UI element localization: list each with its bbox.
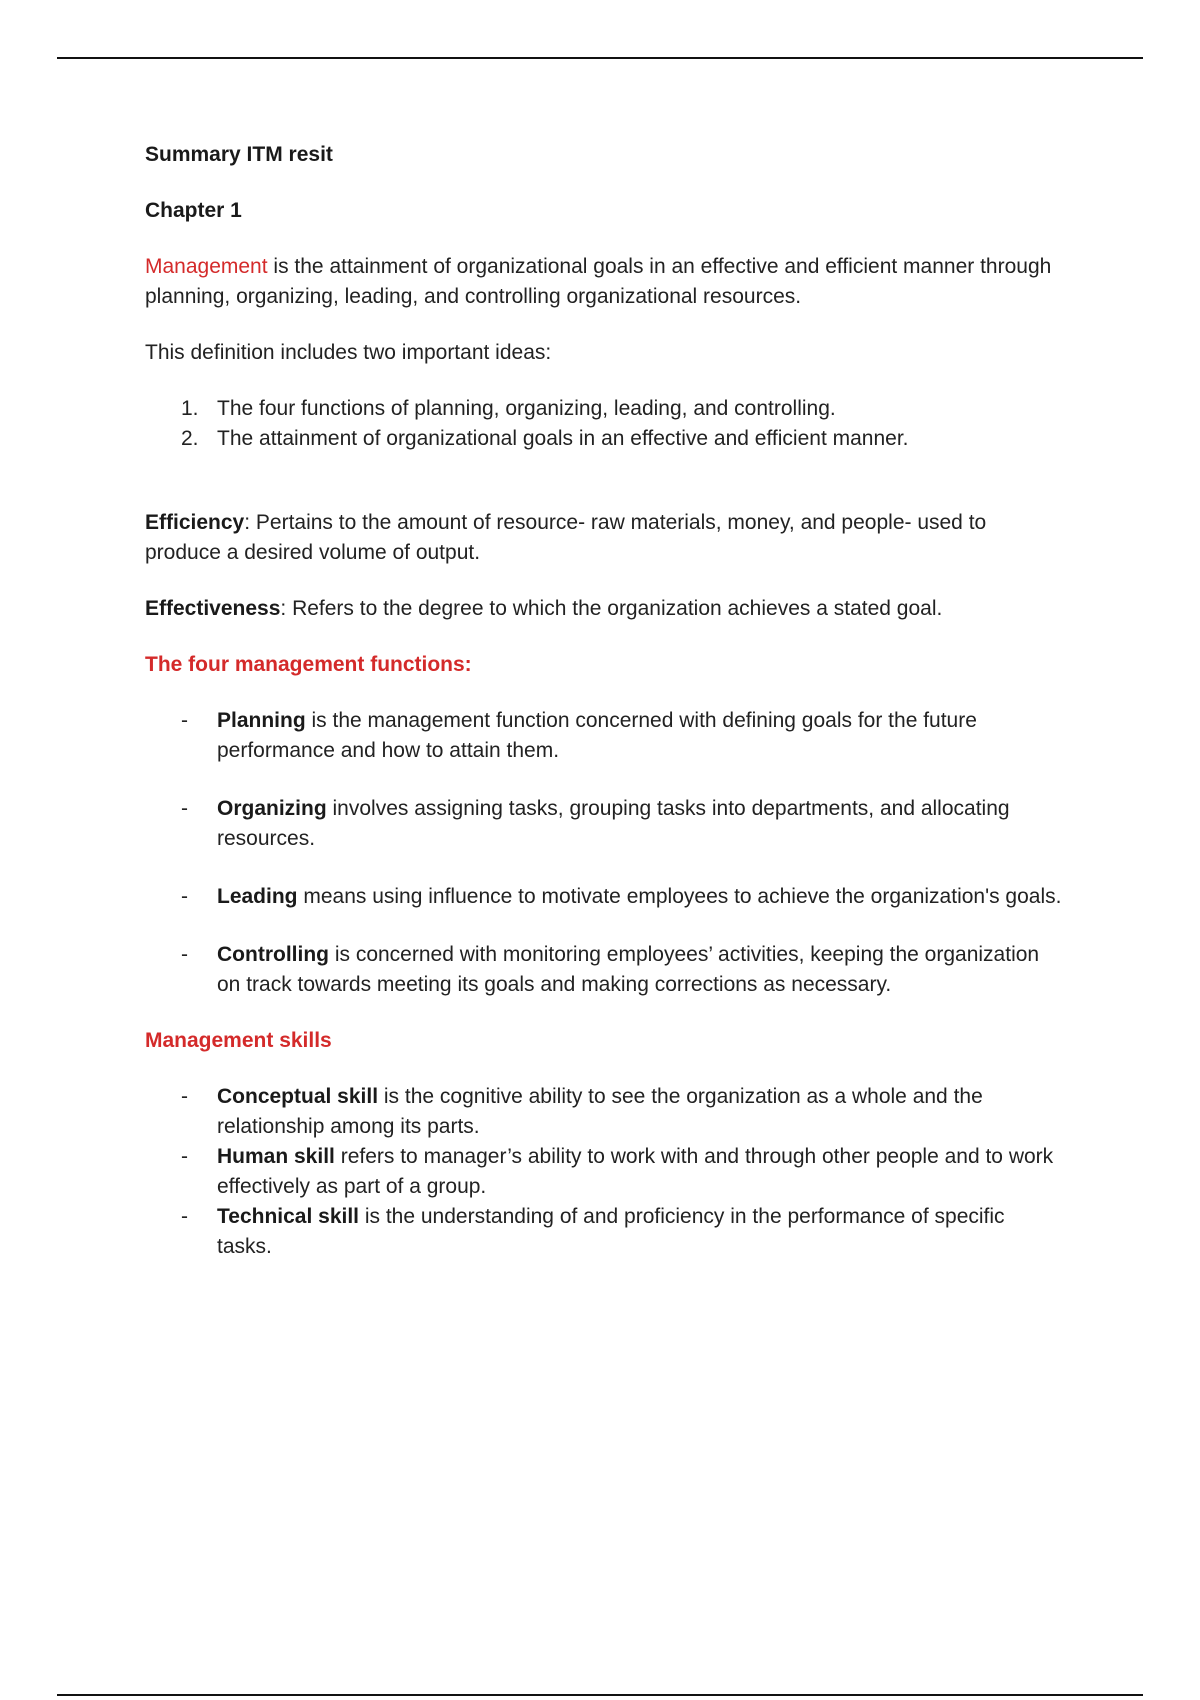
list-item: [145, 1142, 1065, 1202]
effectiveness-term: Effectiveness: [145, 597, 281, 620]
list-dash: -: [181, 797, 188, 820]
document-body: [145, 140, 1065, 1262]
effectiveness-text: : Refers to the degree to which the organization achieves a stated goal.: [280, 597, 943, 620]
list-item: [145, 424, 1065, 454]
chapter-heading: Chapter 1: [145, 199, 242, 222]
efficiency-definition: [145, 508, 1065, 568]
function-text: is concerned with monitoring employees’ activities, keeping the organization on track towards meeting its goals and making corrections as necessary.: [217, 943, 1040, 996]
list-number: 1.: [181, 397, 199, 420]
skill-text: is the cognitive ability to see the organization as a whole and the relationship among its parts.: [217, 1085, 983, 1138]
skills-heading: Management skills: [145, 1029, 332, 1052]
list-item: [145, 794, 1065, 854]
ideas-list: [145, 394, 1065, 454]
skill-term: Conceptual skill: [217, 1085, 379, 1108]
management-definition: [145, 252, 1065, 312]
list-item: [145, 1202, 1065, 1262]
list-item: [145, 394, 1065, 424]
function-term: Controlling: [217, 943, 329, 966]
function-term: Planning: [217, 709, 306, 732]
list-dash: -: [181, 1145, 188, 1168]
skill-text: is the understanding of and proficiency in the performance of specific tasks.: [217, 1205, 1005, 1258]
efficiency-term: Efficiency: [145, 511, 245, 534]
definition-intro: This definition includes two important ideas:: [145, 341, 552, 364]
skill-term: Technical skill: [217, 1205, 360, 1228]
list-item: [145, 940, 1065, 1000]
efficiency-text: : Pertains to the amount of resource- raw materials, money, and people- used to produce a desired volume of output.: [145, 511, 987, 564]
list-item: [145, 1082, 1065, 1142]
top-rule: [57, 57, 1143, 59]
effectiveness-definition: [145, 594, 1065, 624]
list-dash: -: [181, 885, 188, 908]
function-term: Leading: [217, 885, 298, 908]
management-definition-text: is the attainment of organizational goals in an effective and efficient manner through planning, organizing, leading, and controlling organizational resources.: [145, 255, 1052, 308]
function-text: involves assigning tasks, grouping tasks into departments, and allocating resources.: [217, 797, 1010, 850]
skills-list: [145, 1082, 1065, 1262]
skill-text: refers to manager’s ability to work with and through other people and to work effectively as part of a group.: [217, 1145, 1054, 1198]
function-text: is the management function concerned with defining goals for the future performance and how to attain them.: [217, 709, 977, 762]
function-text: means using influence to motivate employees to achieve the organization's goals.: [297, 885, 1062, 908]
list-dash: -: [181, 943, 188, 966]
list-item: [145, 882, 1065, 912]
list-number: 2.: [181, 427, 199, 450]
list-item: [145, 706, 1065, 766]
management-term: Management: [145, 255, 268, 278]
bottom-rule: [57, 1694, 1143, 1696]
list-dash: -: [181, 1205, 188, 1228]
functions-list: [145, 706, 1065, 1000]
document-title: Summary ITM resit: [145, 143, 333, 166]
list-item-text: The attainment of organizational goals in an effective and efficient manner.: [217, 427, 909, 450]
list-dash: -: [181, 709, 188, 732]
list-item-text: The four functions of planning, organizing, leading, and controlling.: [217, 397, 836, 420]
functions-heading: The four management functions:: [145, 653, 472, 676]
skill-term: Human skill: [217, 1145, 335, 1168]
function-term: Organizing: [217, 797, 327, 820]
list-dash: -: [181, 1085, 188, 1108]
